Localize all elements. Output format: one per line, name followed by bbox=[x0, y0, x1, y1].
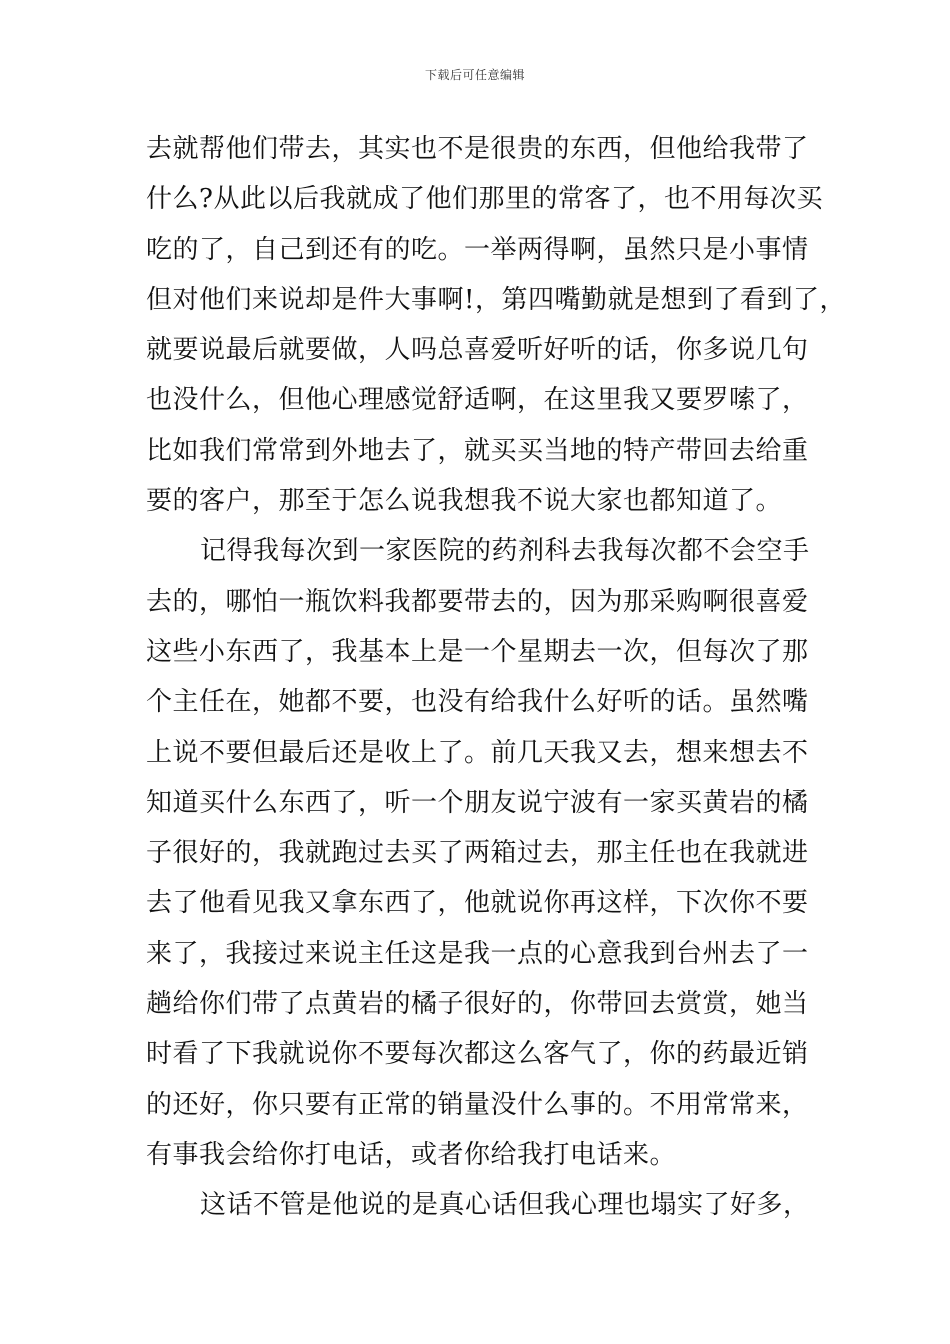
text-line: 的还好，你只要有正常的销量没什么事的。不用常常来， bbox=[146, 1089, 809, 1120]
text-line: 也没什么，但他心理感觉舒适啊，在这里我又要罗嗦了， bbox=[146, 385, 809, 416]
text-line: 要的客户，那至于怎么说我想我不说大家也都知道了。 bbox=[146, 486, 783, 517]
text-line: 这话不管是他说的是真心话但我心理也塌实了好多， bbox=[200, 1190, 810, 1221]
text-line: 上说不要但最后还是收上了。前几天我又去，想来想去不 bbox=[146, 737, 809, 768]
text-line: 比如我们常常到外地去了，就买买当地的特产带回去给重 bbox=[146, 435, 809, 466]
text-line: 趟给你们带了点黄岩的橘子很好的，你带回去赏赏，她当 bbox=[146, 989, 809, 1020]
page-header: 下载后可任意编辑 bbox=[424, 68, 525, 82]
text-line: 吃的了，自己到还有的吃。一举两得啊，虽然只是小事情 bbox=[146, 234, 809, 265]
text-line: 记得我每次到一家医院的药剂科去我每次都不会空手 bbox=[200, 536, 810, 567]
text-line: 去了他看见我又拿东西了，他就说你再这样，下次你不要 bbox=[146, 888, 809, 919]
text-line: 知道买什么东西了，听一个朋友说宁波有一家买黄岩的橘 bbox=[146, 787, 809, 818]
text-line: 但对他们来说却是件大事啊!，第四嘴勤就是想到了看到了， bbox=[146, 284, 846, 315]
text-line: 个主任在，她都不要，也没有给我什么好听的话。虽然嘴 bbox=[146, 687, 809, 718]
text-line: 这些小东西了，我基本上是一个星期去一次，但每次了那 bbox=[146, 636, 809, 667]
text-line: 就要说最后就要做，人吗总喜爱听好听的话，你多说几句 bbox=[146, 335, 809, 366]
text-line: 去的，哪怕一瓶饮料我都要带去的，因为那采购啊很喜爱 bbox=[146, 586, 809, 617]
text-line: 什么?从此以后我就成了他们那里的常客了，也不用每次买 bbox=[146, 184, 823, 215]
body-text bbox=[146, 124, 846, 1231]
text-line: 时看了下我就说你不要每次都这么客气了，你的药最近销 bbox=[146, 1039, 809, 1070]
text-line: 子很好的，我就跑过去买了两箱过去，那主任也在我就进 bbox=[146, 838, 809, 869]
text-line: 去就帮他们带去，其实也不是很贵的东西，但他给我带了 bbox=[146, 134, 809, 164]
text-line: 来了，我接过来说主任这是我一点的心意我到台州去了一 bbox=[146, 938, 809, 969]
text-line: 有事我会给你打电话，或者你给我打电话来。 bbox=[146, 1139, 677, 1170]
